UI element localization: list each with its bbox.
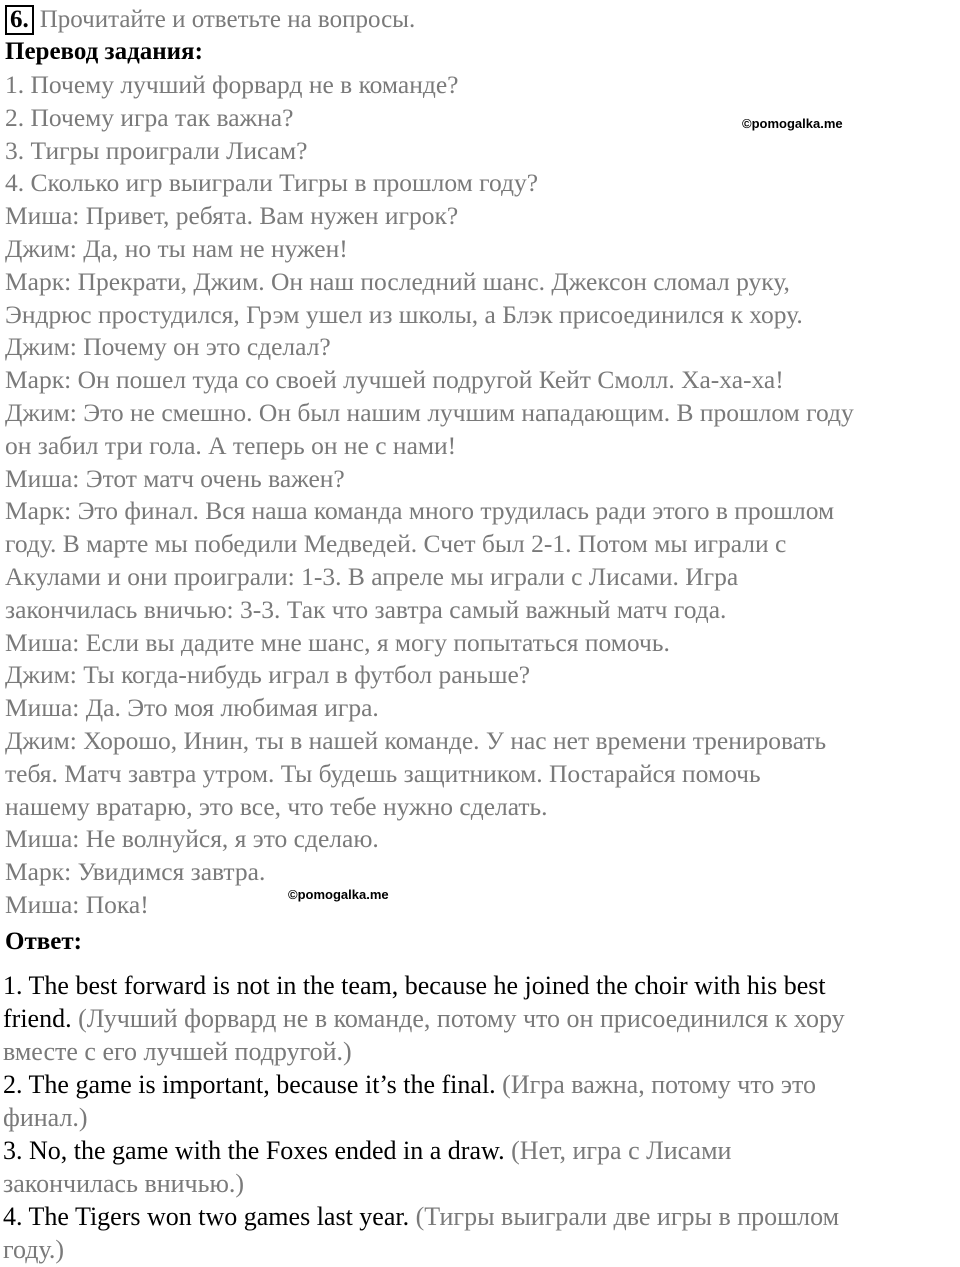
answer-russian: году.) — [3, 1235, 65, 1264]
text-line: 3. Тигры проиграли Лисам? — [5, 135, 308, 165]
text-line: Миша: Если вы дадите мне шанс, я могу попытаться помочь. — [5, 627, 670, 657]
text-line: Марк: Прекрати, Джим. Он наш последний шанс. Джексон сломал руку, — [5, 266, 790, 296]
answer-line — [3, 1134, 958, 1167]
answer-line — [3, 1101, 958, 1134]
answer-english: 2. The game is important, because it’s the final. — [3, 1070, 503, 1099]
text-line: Эндрюс простудился, Грэм ушел из школы, а Блэк присоединился к хору. — [5, 299, 803, 329]
answer-line — [3, 1035, 958, 1068]
answer-russian: (Тигры выиграли две игры в прошлом — [415, 1202, 840, 1231]
answer-russian: (Нет, игра с Лисами — [511, 1136, 732, 1165]
text-line: Марк: Он пошел туда со своей лучшей подругой Кейт Смолл. Ха-ха-ха! — [5, 365, 784, 395]
text-line: он забил три гола. А теперь он не с нами! — [5, 430, 457, 460]
text-line: Акулами и они проиграли: 1-3. В апреле мы играли с Лисами. Игра — [5, 561, 739, 591]
text-line: Джим: Хорошо, Инин, ты в нашей команде. У нас нет времени тренировать — [5, 725, 827, 755]
watermark: ©pomogalka.me — [288, 887, 389, 902]
text-line: 2. Почему игра так важна? — [5, 102, 294, 132]
answer-english: friend. — [3, 1004, 79, 1033]
answer-russian: (Лучший форвард не в команде, потому что он присоединился к хору — [78, 1004, 845, 1033]
answer-line — [3, 969, 958, 1002]
text-line: Джим: Ты когда-нибудь играл в футбол раньше? — [5, 660, 531, 690]
translation-title: Перевод задания: — [5, 38, 203, 65]
text-line: Миша: Да. Это моя любимая игра. — [5, 693, 379, 723]
task-instruction: Прочитайте и ответьте на вопросы. — [39, 6, 416, 33]
text-line: Миша: Привет, ребята. Вам нужен игрок? — [5, 201, 459, 231]
answer-russian: закончилась вничью.) — [3, 1169, 245, 1198]
answer-line — [3, 1002, 958, 1035]
text-line: 4. Сколько игр выиграли Тигры в прошлом году? — [5, 168, 539, 198]
text-line: нашему вратарю, это все, что тебе нужно сделать. — [5, 791, 548, 821]
answer-line — [3, 1167, 958, 1200]
answer-russian: (Игра важна, потому что это — [502, 1070, 817, 1099]
answer-english: 1. The best forward is not in the team, because he joined the choir with his best — [3, 971, 826, 1000]
text-line: Миша: Пока! — [5, 889, 149, 919]
text-line: Джим: Почему он это сделал? — [5, 332, 331, 362]
text-line: 1. Почему лучший форвард не в команде? — [5, 70, 459, 99]
task-header — [5, 4, 415, 36]
text-line: Джим: Это не смешно. Он был нашим лучшим нападающим. В прошлом году — [5, 397, 854, 427]
answer-line — [3, 1233, 958, 1266]
answer-line — [3, 1200, 958, 1233]
text-line: Марк: Увидимся завтра. — [5, 857, 266, 887]
text-line: Марк: Это финал. Вся наша команда много трудилась ради этого в прошлом — [5, 496, 835, 526]
watermark: ©pomogalka.me — [742, 116, 843, 131]
text-line: тебя. Матч завтра утром. Ты будешь защитником. Постарайся помочь — [5, 758, 761, 788]
translation-text — [5, 69, 960, 922]
text-line: закончилась вничью: 3-3. Так что завтра самый важный матч года. — [5, 594, 727, 624]
answer-title: Ответ: — [5, 928, 82, 955]
answer-russian: вместе с его лучшей подругой.) — [3, 1037, 352, 1066]
answer-russian: финал.) — [3, 1103, 88, 1132]
text-line: году. В марте мы победили Медведей. Счет был 2-1. Потом мы играли с — [5, 529, 787, 559]
text-line: Джим: Да, но ты нам не нужен! — [5, 233, 348, 263]
answer-english: 3. No, the game with the Foxes ended in a draw. — [3, 1136, 512, 1165]
answer-text — [3, 969, 958, 1266]
answer-line — [3, 1068, 958, 1101]
text-line: Миша: Этот матч очень важен? — [5, 463, 345, 493]
text-line: Миша: Не волнуйся, я это сделаю. — [5, 824, 379, 854]
answer-english: 4. The Tigers won two games last year. — [3, 1202, 416, 1231]
task-number: 6. — [5, 5, 34, 35]
